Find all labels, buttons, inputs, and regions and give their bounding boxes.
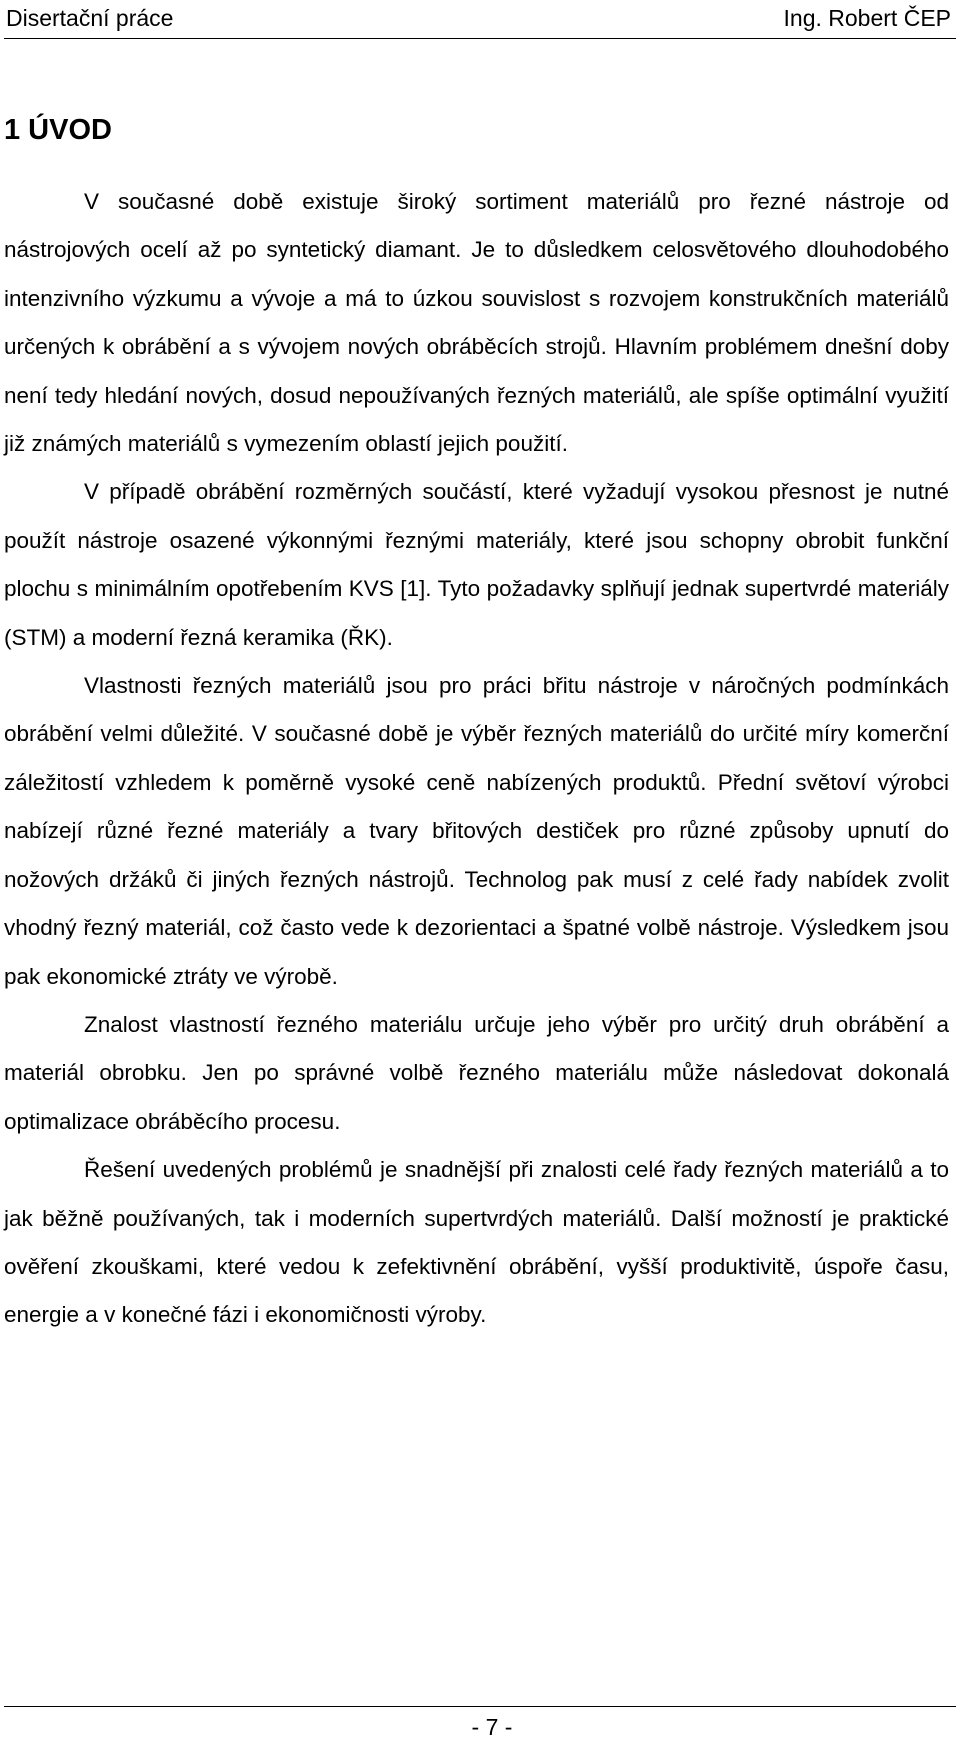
- header-divider: [4, 38, 956, 39]
- chapter-heading: 1 ÚVOD: [4, 114, 112, 146]
- paragraph: Znalost vlastností řezného materiálu určuje jeho výběr pro určitý druh obrábění a materiál obrobku. Jen po správné volbě řezného materiálu může následovat dokonalá optimalizace obráběcího procesu.: [4, 1011, 949, 1134]
- header-author: Ing. Robert ČEP: [783, 5, 951, 31]
- footer-divider: [4, 1706, 956, 1707]
- paragraph: V současné době existuje široký sortiment materiálů pro řezné nástroje od nástrojových ocelí až po syntetický diamant. Je to důsledkem celosvětového dlouhodobého intenzivního výzkumu a vývoje a má to úzkou souvislost s rozvojem konstrukčních materiálů určených k obrábění a s vývojem nových obráběcích strojů. Hlavním problémem dnešní doby není tedy hledání nových, dosud nepoužívaných řezných materiálů, ale spíše optimální využití již známých materiálů s vymezením oblastí jejich použití.: [4, 189, 949, 457]
- running-header: [6, 3, 951, 41]
- page-number: - 7 -: [471, 1714, 513, 1740]
- paragraph: V případě obrábění rozměrných součástí, které vyžadují vysokou přesnost je nutné použít nástroje osazené výkonnými řeznými materiály, které jsou schopny obrobit funkční plochu s minimálním opotřebením KVS [1]. Tyto požadavky splňují jednak supertvrdé materiály (STM) a moderní řezná keramika (ŘK).: [4, 479, 949, 650]
- body-text: [4, 178, 949, 1340]
- paragraph: Vlastnosti řezných materiálů jsou pro práci břitu nástroje v náročných podmínkách obrábění velmi důležité. V současné době je výběr řezných materiálů do určité míry komerční záležitostí vzhledem k poměrně vysoké ceně nabízených produktů. Přední světoví výrobci nabízejí různé řezné materiály a tvary břitových destiček pro různé způsoby upnutí do nožových držáků či jiných řezných nástrojů. Technolog pak musí z celé řady nabídek zvolit vhodný řezný materiál, což často vede k dezorientaci a špatné volbě nástroje. Výsledkem jsou pak ekonomické ztráty ve výrobě.: [4, 673, 949, 989]
- header-document-type: Disertační práce: [6, 5, 174, 31]
- paragraph: Řešení uvedených problémů je snadnější při znalosti celé řady řezných materiálů a to jak běžně používaných, tak i moderních supertvrdých materiálů. Další možností je praktické ověření zkouškami, které vedou k zefektivnění obrábění, vyšší produktivitě, úspoře času, energie a v konečné fázi i ekonomičnosti výroby.: [4, 1157, 949, 1328]
